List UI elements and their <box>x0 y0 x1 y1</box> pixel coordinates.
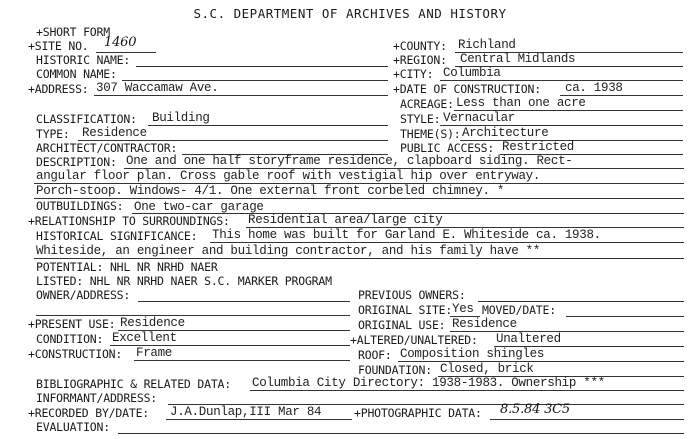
page-header: S.C. DEPARTMENT OF ARCHIVES AND HISTORY <box>193 6 507 21</box>
foundation-label: FOUNDATION: <box>358 363 432 377</box>
region-value: Central Midlands <box>460 52 576 66</box>
recorded-by-line <box>166 419 352 420</box>
bibliographic-label: BIBLIOGRAPHIC & RELATED DATA: <box>36 377 231 391</box>
foundation-value: Closed, brick <box>440 362 534 376</box>
style-value: Vernacular <box>443 111 516 125</box>
historical-significance-label: HISTORICAL SIGNIFICANCE: <box>36 229 198 243</box>
construction-line <box>134 360 350 361</box>
evaluation-line <box>118 433 684 434</box>
description-rule-3 <box>34 198 684 199</box>
public-access-label: PUBLIC ACCESS: <box>400 141 495 155</box>
relationship-label: +RELATIONSHIP TO SURROUNDINGS: <box>28 214 230 228</box>
outbuildings-label: OUTBUILDINGS: <box>36 199 124 213</box>
recorded-by-value: J.A.Dunlap,III Mar 84 <box>170 405 322 419</box>
altered-label: +ALTERED/UNALTERED: <box>350 333 478 347</box>
description-label: DESCRIPTION: <box>36 155 117 169</box>
informant-label: INFORMANT/ADDRESS: <box>36 391 158 405</box>
condition-value: Excellent <box>112 331 177 345</box>
type-value: Residence <box>82 126 147 140</box>
public-access-value: Restricted <box>502 140 575 154</box>
historic-name-label: HISTORIC NAME: <box>36 53 131 67</box>
site-no-label: +SITE NO. <box>28 39 89 53</box>
listed-label: LISTED: NHL NR NRHD NAER S.C. MARKER PROGRAM <box>36 274 332 288</box>
evaluation-label: EVALUATION: <box>36 420 110 434</box>
photographic-label: +PHOTOGRAPHIC DATA: <box>354 406 482 420</box>
original-site-label: ORIGINAL SITE: <box>358 303 453 317</box>
short-form-label: +SHORT FORM <box>36 25 110 39</box>
historic-name-line <box>136 66 388 67</box>
construction-label: +CONSTRUCTION: <box>28 347 123 361</box>
county-value: Richland <box>458 38 516 52</box>
classification-line <box>148 125 388 126</box>
style-label: STYLE: <box>400 112 441 126</box>
original-use-value: Residence <box>452 317 517 331</box>
potential-label: POTENTIAL: NHL NR NRHD NAER <box>36 260 218 274</box>
type-label: TYPE: <box>36 127 70 141</box>
owner-address-line <box>138 301 350 302</box>
common-name-label: COMMON NAME: <box>36 67 117 81</box>
moved-date-line <box>566 316 684 317</box>
address-label: +ADDRESS: <box>28 82 89 96</box>
photographic-value: 8.5.84 3C5 <box>500 402 570 417</box>
bibliographic-value: Columbia City Directory: 1938-1983. Ownership *** <box>252 376 605 390</box>
owner-address-label: OWNER/ADDRESS: <box>36 288 131 302</box>
architect-label: ARCHITECT/CONTRACTOR: <box>36 141 178 155</box>
original-site-value: Yes <box>452 302 474 316</box>
classification-value: Building <box>152 111 210 125</box>
description-line-3: Porch-stoop. Windows- 4/1. One external front corbeled chimney. * <box>36 184 505 198</box>
significance-rule-1 <box>210 242 684 243</box>
county-label: +COUNTY: <box>393 39 447 53</box>
outbuildings-value: One two-car garage <box>134 200 264 214</box>
moved-date-label: MOVED/DATE: <box>482 303 556 317</box>
date-construction-label: +DATE OF CONSTRUCTION: <box>393 82 541 96</box>
site-no-value: 1460 <box>104 35 137 50</box>
acreage-label: ACREAGE: <box>400 97 454 111</box>
recorded-by-label: +RECORDED BY/DATE: <box>28 406 150 420</box>
date-construction-value: ca. 1938 <box>565 81 623 95</box>
present-use-value: Residence <box>120 316 185 330</box>
city-line <box>440 80 683 81</box>
construction-value: Frame <box>136 346 173 360</box>
significance-line-1: This home was built for Garland E. Whiteside ca. 1938. <box>212 228 601 242</box>
significance-line-2: Whiteside, an engineer and building contractor, and his family have ** <box>36 244 541 258</box>
city-label: +CITY: <box>393 67 434 81</box>
theme-value: Architecture <box>462 126 549 140</box>
description-line-2: angular floor plan. Cross gable roof with vestigial hip over entryway. <box>36 169 541 183</box>
altered-value: Unaltered <box>496 332 561 346</box>
significance-rule-2 <box>34 258 684 259</box>
previous-owners-label: PREVIOUS OWNERS: <box>358 288 466 302</box>
owner-address-line-2 <box>36 315 350 316</box>
present-use-label: +PRESENT USE: <box>28 317 116 331</box>
address-value: 307 Waccamaw Ave. <box>96 81 219 95</box>
region-label: +REGION: <box>393 53 447 67</box>
city-value: Columbia <box>443 66 501 80</box>
acreage-value: Less than one acre <box>456 96 586 110</box>
previous-owners-line <box>478 301 684 302</box>
original-use-label: ORIGINAL USE: <box>358 318 446 332</box>
roof-value: Composition shingles <box>400 347 545 361</box>
photographic-line <box>490 419 684 420</box>
theme-label: THEME(S): <box>400 127 461 141</box>
classification-label: CLASSIFICATION: <box>36 112 137 126</box>
roof-label: ROOF: <box>358 348 392 362</box>
address-line <box>94 95 388 96</box>
original-use-line <box>450 331 684 332</box>
description-line-1: One and one half storyframe residence, clapboard siding. Rect- <box>126 154 573 168</box>
relationship-value: Residential area/large city <box>248 213 443 227</box>
bibliographic-line <box>250 390 684 391</box>
condition-label: CONDITION: <box>36 332 104 346</box>
